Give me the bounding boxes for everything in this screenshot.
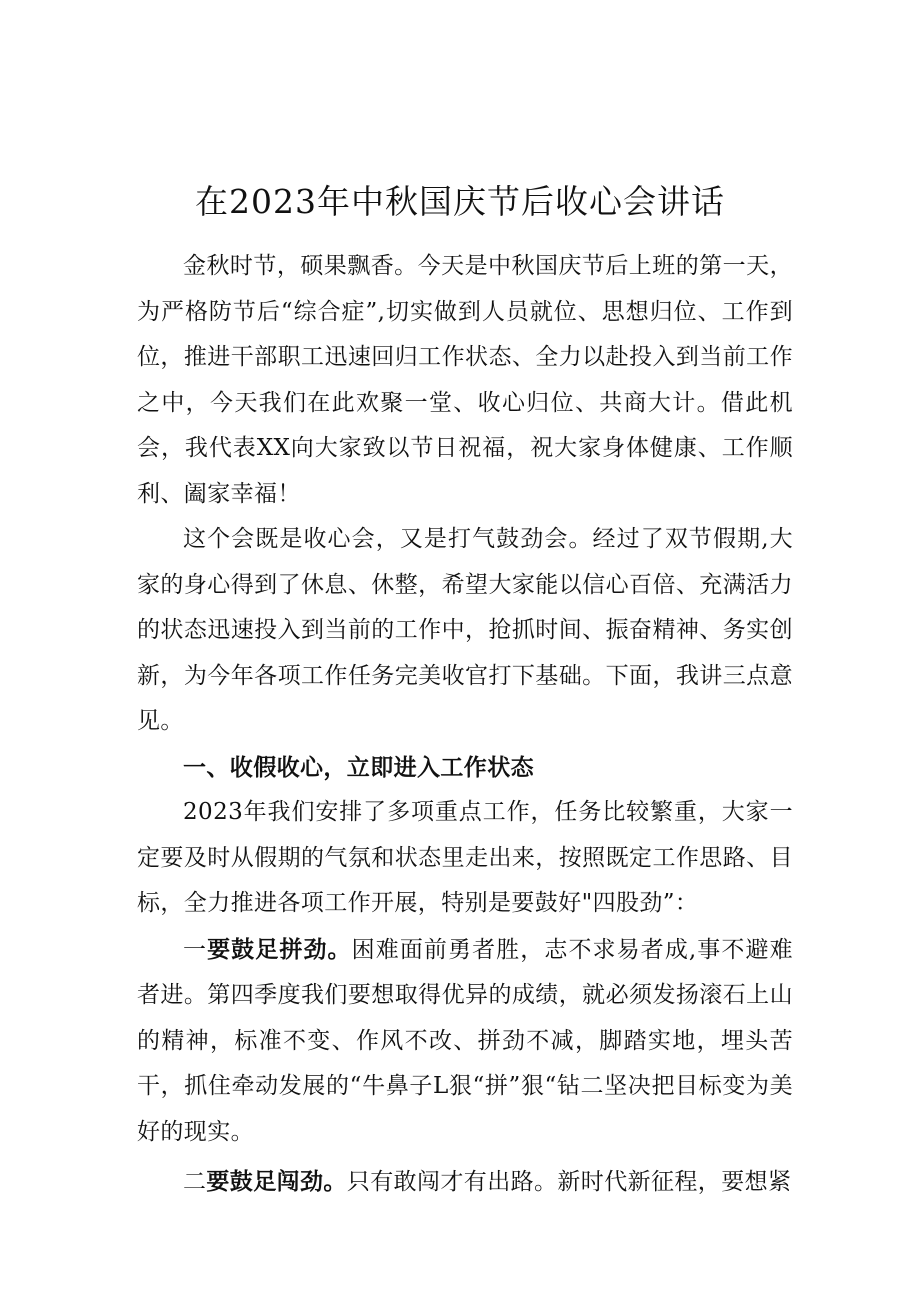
point-2-prefix: 二 bbox=[183, 1169, 207, 1195]
point-1-prefix: 一 bbox=[183, 936, 208, 963]
section-heading-1: 一、收假收心，立即进入工作状态 bbox=[183, 753, 534, 781]
paragraph-opening: 金秋时节，硕果飘香。今天是中秋国庆节后上班的第一天，为严格防节后“综合症”,切实做到人员就位、思想归位、工作到位，推进干部职工迅速回归工作状态、全力以赴投入到当前工作之中，今天我们在此欢聚一堂、收心归位、共商大计。借此机会，我代表XX向大家致以节日祝福，祝大家身体健康、工作顺利、阖家幸福！ bbox=[137, 253, 793, 507]
paragraph-point-1 bbox=[137, 927, 793, 1156]
paragraph-point-2 bbox=[137, 1159, 793, 1206]
point-1-lead: 要鼓足拼劲。 bbox=[207, 935, 352, 963]
point-2-text: 只有敢闯才有出路。新时代新征程，要想紧 bbox=[346, 1169, 792, 1195]
document-title: 在2023年中秋国庆节后收心会讲话 bbox=[195, 182, 725, 222]
point-2-lead: 要鼓足闯劲。 bbox=[206, 1168, 347, 1195]
document-body bbox=[137, 244, 793, 1206]
point-1-text: 困难面前勇者胜，志不求易者成,事不避难者进。第四季度我们要想取得优异的成绩，就必须发扬滚石上山的精神，标准不变、作风不改、拼劲不减，脚踏实地，埋头苦干，抓住牵动发展的“牛鼻子L狠“拼”狠“钻二坚决把目标变为美好的现实。 bbox=[137, 936, 793, 1145]
paragraph-section-1-intro: 2023年我们安排了多项重点工作，任务比较繁重，大家一定要及时从假期的气氛和状态里走出来，按照既定工作思路、目标，全力推进各项工作开展，特别是要鼓好"四股劲”： bbox=[137, 799, 793, 916]
paragraph-purpose: 这个会既是收心会，又是打气鼓劲会。经过了双节假期,大家的身心得到了休息、休整，希望大家能以信心百倍、充满活力的状态迅速投入到当前的工作中，抢抓时间、振奋精神、务实创新，为今年各项工作任务完美收官打下基础。下面，我讲三点意见。 bbox=[137, 526, 793, 734]
